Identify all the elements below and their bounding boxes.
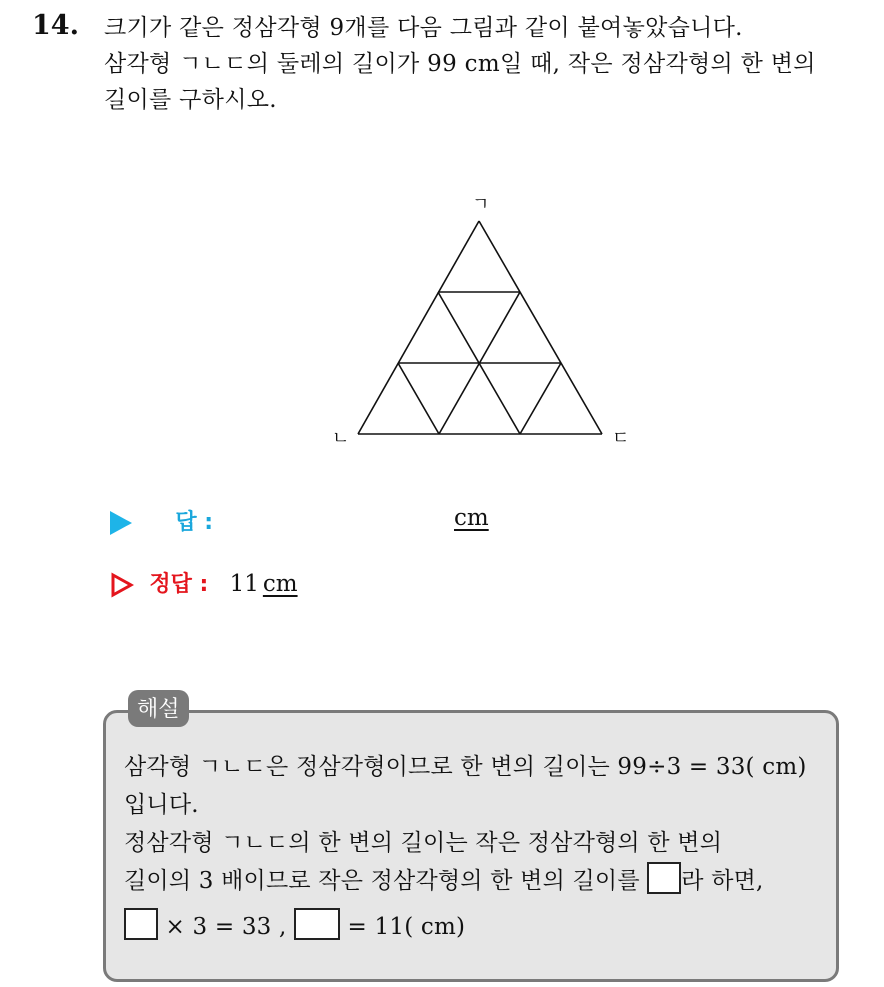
answer-unit: cm — [454, 505, 489, 531]
correct-answer-row — [110, 567, 298, 598]
vertex-label-top: ㄱ — [472, 194, 490, 215]
question-text — [104, 10, 874, 118]
explanation-line-3: 정삼각형 ㄱㄴㄷ의 한 변의 길이는 작은 정삼각형의 한 변의 — [124, 830, 723, 856]
vertex-label-right: ㄷ — [612, 428, 630, 449]
outline-triangle-icon — [110, 572, 134, 598]
triangle-figure — [320, 180, 630, 454]
explanation-line-4-post: 라 하면, — [681, 868, 764, 894]
blank-box — [294, 908, 340, 940]
vertex-label-left: ㄴ — [332, 428, 350, 449]
answer-label: 답 : — [175, 510, 214, 535]
question-number: 14. — [32, 10, 79, 41]
equation-2: = 11( cm) — [347, 914, 466, 940]
grid-diagonal-d — [398, 363, 439, 434]
correct-answer-value: 11 — [229, 571, 259, 597]
explanation-line-4-pre: 길이의 3 배이므로 작은 정삼각형의 한 변의 길이를 — [124, 868, 640, 894]
explanation-tag: 해설 — [128, 690, 189, 727]
triangle-diagram — [320, 180, 620, 450]
outer-edge-right — [479, 221, 602, 434]
blank-box — [124, 908, 158, 940]
play-triangle-icon — [110, 511, 132, 535]
answer-row — [110, 505, 510, 536]
explanation-line-1: 삼각형 ㄱㄴㄷ은 정삼각형이므로 한 변의 길이는 99÷3 = 33( cm) — [124, 754, 807, 780]
outer-edge-left — [358, 221, 479, 434]
explanation-line-2: 입니다. — [124, 792, 199, 818]
equation-1: × 3 = 33 , — [165, 914, 287, 940]
grid-diagonal-b — [520, 363, 561, 434]
correct-answer-label: 정답 : — [149, 572, 209, 597]
question-line-1: 크기가 같은 정삼각형 9개를 다음 그림과 같이 붙여놓았습니다. — [104, 15, 743, 41]
question-line-3: 길이를 구하시오. — [104, 87, 277, 113]
blank-box — [647, 862, 681, 894]
explanation-equations — [124, 908, 836, 946]
explanation-line-4 — [124, 862, 836, 900]
correct-answer-unit: cm — [262, 571, 298, 597]
explanation-text — [124, 748, 836, 946]
question-line-2: 삼각형 ㄱㄴㄷ의 둘레의 길이가 99 cm일 때, 작은 정삼각형의 한 변의 — [104, 51, 816, 77]
